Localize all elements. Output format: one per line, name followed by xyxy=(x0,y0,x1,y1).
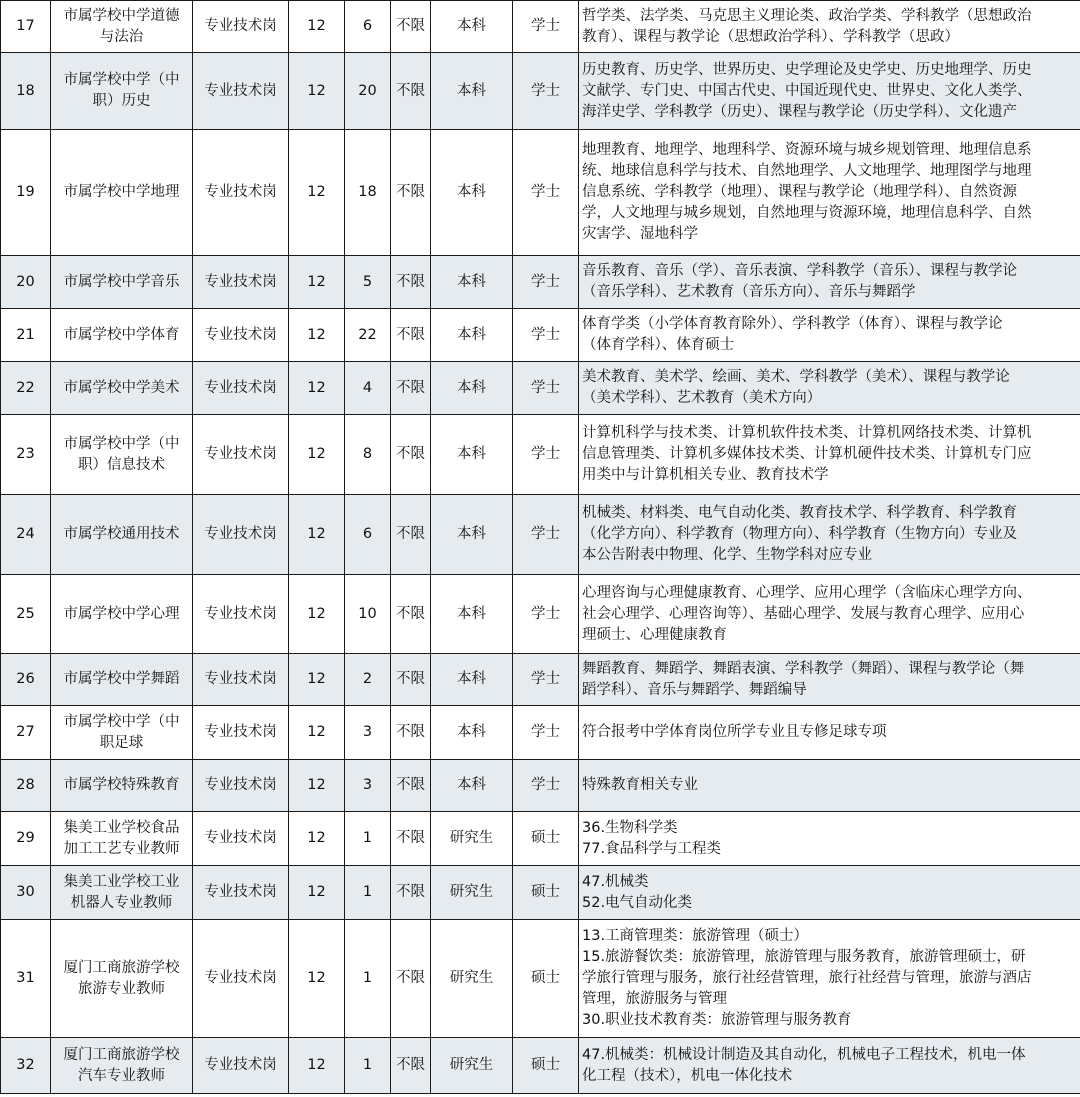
position-name-line: 市属学校中学体育 xyxy=(63,326,180,343)
degree: 硕士 xyxy=(513,866,579,920)
position-name-line: 汽车专业教师 xyxy=(78,1067,165,1084)
position-name-line: 市属学校中学音乐 xyxy=(63,273,180,290)
age-limit: 不限 xyxy=(391,866,431,920)
major-requirements-line: 海洋史学、学科教学（历史）、课程与教学论（历史学科）、文化遗产 xyxy=(582,103,1017,120)
position-name-line: 与法治 xyxy=(99,28,144,45)
degree: 学士 xyxy=(513,760,579,812)
major-requirements xyxy=(579,1,1080,53)
position-type: 专业技术岗 xyxy=(193,812,289,866)
hire-count: 1 xyxy=(345,920,391,1038)
position-level: 12 xyxy=(289,812,345,866)
education: 研究生 xyxy=(431,812,513,866)
row-number: 17 xyxy=(1,1,51,53)
major-requirements-line: 教育）、课程与教学论（思想政治学科）、学科教学（思政） xyxy=(582,28,959,45)
position-type: 专业技术岗 xyxy=(193,654,289,706)
position-type: 专业技术岗 xyxy=(193,1038,289,1094)
major-requirements xyxy=(579,575,1080,654)
education: 本科 xyxy=(431,575,513,654)
table-row xyxy=(1,1038,1080,1094)
age-limit: 不限 xyxy=(391,1,431,53)
table-row xyxy=(1,866,1080,920)
table-row xyxy=(1,706,1080,760)
degree: 学士 xyxy=(513,706,579,760)
position-name-line: 加工工艺专业教师 xyxy=(63,840,180,857)
position-name-line: 市属学校中学道德 xyxy=(63,7,180,24)
major-requirements-line: 用类中与计算机相关专业、教育技术学 xyxy=(582,467,829,483)
education: 研究生 xyxy=(431,1038,513,1094)
position-level: 12 xyxy=(289,920,345,1038)
position-name-line: 机器人专业教师 xyxy=(70,894,173,911)
row-number: 20 xyxy=(1,256,51,309)
position-name xyxy=(51,53,193,130)
age-limit: 不限 xyxy=(391,760,431,812)
position-name xyxy=(51,654,193,706)
position-type: 专业技术岗 xyxy=(193,1,289,53)
row-number: 27 xyxy=(1,706,51,760)
table-row xyxy=(1,415,1080,495)
major-requirements-line: 36.生物科学类 xyxy=(582,819,678,836)
major-requirements xyxy=(579,920,1080,1038)
hire-count: 18 xyxy=(345,130,391,256)
education: 本科 xyxy=(431,706,513,760)
hire-count: 3 xyxy=(345,760,391,812)
major-requirements-line: 体育学类（小学体育教育除外）、学科教学（体育）、课程与教学论 xyxy=(582,316,1003,332)
position-name xyxy=(51,495,193,575)
age-limit: 不限 xyxy=(391,362,431,415)
position-name-line: 市属学校中学心理 xyxy=(63,605,180,622)
position-type: 专业技术岗 xyxy=(193,309,289,362)
hire-count: 1 xyxy=(345,1038,391,1094)
position-level: 12 xyxy=(289,706,345,760)
position-name xyxy=(51,1,193,53)
major-requirements xyxy=(579,706,1080,760)
degree: 学士 xyxy=(513,654,579,706)
position-name-line: 市属学校通用技术 xyxy=(63,526,180,542)
position-name xyxy=(51,309,193,362)
position-level: 12 xyxy=(289,362,345,415)
position-name xyxy=(51,256,193,309)
degree: 学士 xyxy=(513,53,579,130)
education: 本科 xyxy=(431,1,513,53)
hire-count: 6 xyxy=(345,1,391,53)
hire-count: 10 xyxy=(345,575,391,654)
position-type: 专业技术岗 xyxy=(193,760,289,812)
major-requirements xyxy=(579,309,1080,362)
position-name-line: 市属学校中学美术 xyxy=(63,379,180,396)
table-row xyxy=(1,654,1080,706)
age-limit: 不限 xyxy=(391,53,431,130)
position-type: 专业技术岗 xyxy=(193,53,289,130)
major-requirements-line: 13.工商管理类：旅游管理（硕士） xyxy=(582,928,809,944)
position-name-line: 市属学校中学舞蹈 xyxy=(63,671,180,687)
major-requirements-line: 信息管理类、计算机多媒体技术类、计算机硬件技术类、计算机专门应 xyxy=(582,446,1032,462)
major-requirements-line: （音乐学科）、艺术教育（音乐方向）、音乐与舞蹈学 xyxy=(582,284,916,300)
position-name xyxy=(51,760,193,812)
position-name-line: 厦门工商旅游学校 xyxy=(63,959,180,976)
table-row xyxy=(1,812,1080,866)
education: 本科 xyxy=(431,53,513,130)
position-type: 专业技术岗 xyxy=(193,130,289,256)
row-number: 24 xyxy=(1,495,51,575)
position-type: 专业技术岗 xyxy=(193,415,289,495)
position-level: 12 xyxy=(289,760,345,812)
position-name-line: 市属学校中学（中 xyxy=(63,435,180,452)
age-limit: 不限 xyxy=(391,495,431,575)
degree: 学士 xyxy=(513,362,579,415)
major-requirements-line: 化工程（技术），机电一体化技术 xyxy=(582,1067,793,1084)
position-name-line: 职）信息技术 xyxy=(78,456,165,473)
major-requirements-line: 47.机械类：机械设计制造及其自动化，机械电子工程技术，机电一体 xyxy=(582,1046,1026,1063)
row-number: 28 xyxy=(1,760,51,812)
table-row xyxy=(1,256,1080,309)
hire-count: 3 xyxy=(345,706,391,760)
age-limit: 不限 xyxy=(391,920,431,1038)
degree: 学士 xyxy=(513,309,579,362)
degree: 学士 xyxy=(513,256,579,309)
degree: 学士 xyxy=(513,130,579,256)
row-number: 26 xyxy=(1,654,51,706)
hire-count: 20 xyxy=(345,53,391,130)
position-name-line: 市属学校中学（中 xyxy=(63,72,180,88)
position-type: 专业技术岗 xyxy=(193,866,289,920)
table-row xyxy=(1,920,1080,1038)
position-name xyxy=(51,575,193,654)
position-name xyxy=(51,1038,193,1094)
hire-count: 1 xyxy=(345,866,391,920)
position-name xyxy=(51,706,193,760)
major-requirements-line: 统、地球信息科学与技术、自然地理学、人文地理学、地理图学与地理 xyxy=(582,163,1032,179)
major-requirements xyxy=(579,654,1080,706)
position-name xyxy=(51,362,193,415)
position-name-line: 厦门工商旅游学校 xyxy=(63,1046,180,1063)
row-number: 21 xyxy=(1,309,51,362)
major-requirements xyxy=(579,130,1080,256)
major-requirements-line: （美术学科）、艺术教育（美术方向） xyxy=(582,390,822,406)
position-name-line: 职）历史 xyxy=(92,93,151,109)
major-requirements-line: 特殊教育相关专业 xyxy=(582,777,698,793)
major-requirements xyxy=(579,415,1080,495)
major-requirements-line: （体育学科）、体育硕士 xyxy=(582,337,735,353)
position-name-line: 市属学校中学地理 xyxy=(63,184,180,200)
major-requirements xyxy=(579,866,1080,920)
row-number: 25 xyxy=(1,575,51,654)
major-requirements-line: 历史教育、历史学、世界历史、史学理论及史学史、历史地理学、历史 xyxy=(582,61,1032,78)
major-requirements-line: 学，人文地理与城乡规划，自然地理与资源环境，地理信息科学、自然 xyxy=(582,205,1032,221)
row-number: 30 xyxy=(1,866,51,920)
hire-count: 8 xyxy=(345,415,391,495)
position-level: 12 xyxy=(289,654,345,706)
row-number: 32 xyxy=(1,1038,51,1094)
table-row xyxy=(1,760,1080,812)
row-number: 31 xyxy=(1,920,51,1038)
degree: 学士 xyxy=(513,575,579,654)
table-row xyxy=(1,309,1080,362)
table-row xyxy=(1,1,1080,53)
degree: 硕士 xyxy=(513,920,579,1038)
major-requirements-line: 符合报考中学体育岗位所学专业且专修足球专项 xyxy=(582,724,887,740)
position-name-line: 集美工业学校工业 xyxy=(63,873,180,890)
major-requirements-line: 管理，旅游服务与管理 xyxy=(582,991,727,1007)
age-limit: 不限 xyxy=(391,256,431,309)
major-requirements xyxy=(579,1038,1080,1094)
major-requirements-line: 信息系统、学科教学（地理）、课程与教学论（地理学科）、自然资源 xyxy=(582,184,1017,200)
age-limit: 不限 xyxy=(391,1038,431,1094)
degree: 学士 xyxy=(513,415,579,495)
education: 本科 xyxy=(431,362,513,415)
hire-count: 5 xyxy=(345,256,391,309)
major-requirements-line: 本公告附表中物理、化学、生物学科对应专业 xyxy=(582,547,872,563)
hire-count: 6 xyxy=(345,495,391,575)
education: 本科 xyxy=(431,130,513,256)
position-name-line: 集美工业学校食品 xyxy=(63,819,180,836)
position-level: 12 xyxy=(289,1,345,53)
major-requirements xyxy=(579,812,1080,866)
major-requirements-line: 计算机科学与技术类、计算机软件技术类、计算机网络技术类、计算机 xyxy=(582,425,1032,441)
major-requirements-line: （化学方向）、科学教育（物理方向）、科学教育（生物方向）专业及 xyxy=(582,526,1017,542)
major-requirements-line: 理硕士、心理健康教育 xyxy=(582,626,727,643)
position-name-line: 市属学校特殊教育 xyxy=(63,777,180,793)
education: 研究生 xyxy=(431,920,513,1038)
age-limit: 不限 xyxy=(391,415,431,495)
major-requirements-line: 学旅行管理与服务，旅行社经营管理，旅行社经营与管理，旅游与酒店 xyxy=(582,970,1032,986)
row-number: 22 xyxy=(1,362,51,415)
major-requirements-line: 30.职业技术教育类：旅游管理与服务教育 xyxy=(582,1012,852,1028)
position-level: 12 xyxy=(289,1038,345,1094)
degree: 硕士 xyxy=(513,1038,579,1094)
major-requirements-line: 47.机械类 xyxy=(582,873,649,890)
table-row xyxy=(1,130,1080,256)
age-limit: 不限 xyxy=(391,812,431,866)
position-name xyxy=(51,415,193,495)
major-requirements-line: 舞蹈教育、舞蹈学、舞蹈表演、学科教学（舞蹈）、课程与教学论（舞 xyxy=(582,660,1025,677)
age-limit: 不限 xyxy=(391,706,431,760)
hire-count: 4 xyxy=(345,362,391,415)
hire-count: 1 xyxy=(345,812,391,866)
degree: 硕士 xyxy=(513,812,579,866)
position-level: 12 xyxy=(289,130,345,256)
major-requirements-line: 蹈学科）、音乐与舞蹈学、舞蹈编导 xyxy=(582,681,807,698)
major-requirements-line: 机械类、材料类、电气自动化类、教育技术学、科学教育、科学教育 xyxy=(582,505,1017,521)
hire-count: 2 xyxy=(345,654,391,706)
table-row xyxy=(1,575,1080,654)
position-level: 12 xyxy=(289,866,345,920)
position-type: 专业技术岗 xyxy=(193,920,289,1038)
table-row xyxy=(1,362,1080,415)
position-level: 12 xyxy=(289,495,345,575)
age-limit: 不限 xyxy=(391,654,431,706)
position-type: 专业技术岗 xyxy=(193,575,289,654)
education: 本科 xyxy=(431,309,513,362)
age-limit: 不限 xyxy=(391,130,431,256)
education: 本科 xyxy=(431,654,513,706)
hire-count: 22 xyxy=(345,309,391,362)
position-name-line: 旅游专业教师 xyxy=(78,980,165,997)
education: 研究生 xyxy=(431,866,513,920)
major-requirements-line: 地理教育、地理学、地理科学、资源环境与城乡规划管理、地理信息系 xyxy=(582,142,1032,158)
position-name xyxy=(51,920,193,1038)
major-requirements-line: 美术教育、美术学、绘画、美术、学科教学（美术）、课程与教学论 xyxy=(582,369,1010,385)
position-type: 专业技术岗 xyxy=(193,362,289,415)
major-requirements xyxy=(579,760,1080,812)
position-type: 专业技术岗 xyxy=(193,256,289,309)
table-row xyxy=(1,495,1080,575)
major-requirements-line: 文献学、专门史、中国古代史、中国近现代史、世界史、文化人类学、 xyxy=(582,82,1032,99)
major-requirements xyxy=(579,256,1080,309)
major-requirements-line: 音乐教育、音乐（学）、音乐表演、学科教学（音乐）、课程与教学论 xyxy=(582,263,1017,279)
major-requirements xyxy=(579,362,1080,415)
education: 本科 xyxy=(431,760,513,812)
major-requirements-line: 心理咨询与心理健康教育、心理学、应用心理学（含临床心理学方向、 xyxy=(582,584,1032,601)
position-type: 专业技术岗 xyxy=(193,706,289,760)
position-type: 专业技术岗 xyxy=(193,495,289,575)
row-number: 29 xyxy=(1,812,51,866)
major-requirements-line: 77.食品科学与工程类 xyxy=(582,840,722,857)
position-level: 12 xyxy=(289,309,345,362)
education: 本科 xyxy=(431,495,513,575)
major-requirements-line: 52.电气自动化类 xyxy=(582,894,693,911)
major-requirements-line: 哲学类、法学类、马克思主义理论类、政治学类、学科教学（思想政治 xyxy=(582,7,1032,24)
education: 本科 xyxy=(431,415,513,495)
major-requirements xyxy=(579,53,1080,130)
position-name xyxy=(51,130,193,256)
position-name xyxy=(51,812,193,866)
major-requirements xyxy=(579,495,1080,575)
position-level: 12 xyxy=(289,53,345,130)
row-number: 23 xyxy=(1,415,51,495)
age-limit: 不限 xyxy=(391,309,431,362)
major-requirements-line: 社会心理学、心理咨询等）、基础心理学、发展与教育心理学、应用心 xyxy=(582,605,1025,622)
position-name-line: 市属学校中学（中 xyxy=(63,713,180,730)
position-name xyxy=(51,866,193,920)
age-limit: 不限 xyxy=(391,575,431,654)
major-requirements-line: 15.旅游餐饮类：旅游管理，旅游管理与服务教育，旅游管理硕士，研 xyxy=(582,949,1026,965)
position-level: 12 xyxy=(289,575,345,654)
row-number: 19 xyxy=(1,130,51,256)
education: 本科 xyxy=(431,256,513,309)
position-level: 12 xyxy=(289,415,345,495)
row-number: 18 xyxy=(1,53,51,130)
position-level: 12 xyxy=(289,256,345,309)
degree: 学士 xyxy=(513,495,579,575)
degree: 学士 xyxy=(513,1,579,53)
major-requirements-line: 灾害学、湿地科学 xyxy=(582,226,698,242)
table-body xyxy=(1,1,1080,1094)
table-row xyxy=(1,53,1080,130)
position-name-line: 职足球 xyxy=(99,734,144,751)
